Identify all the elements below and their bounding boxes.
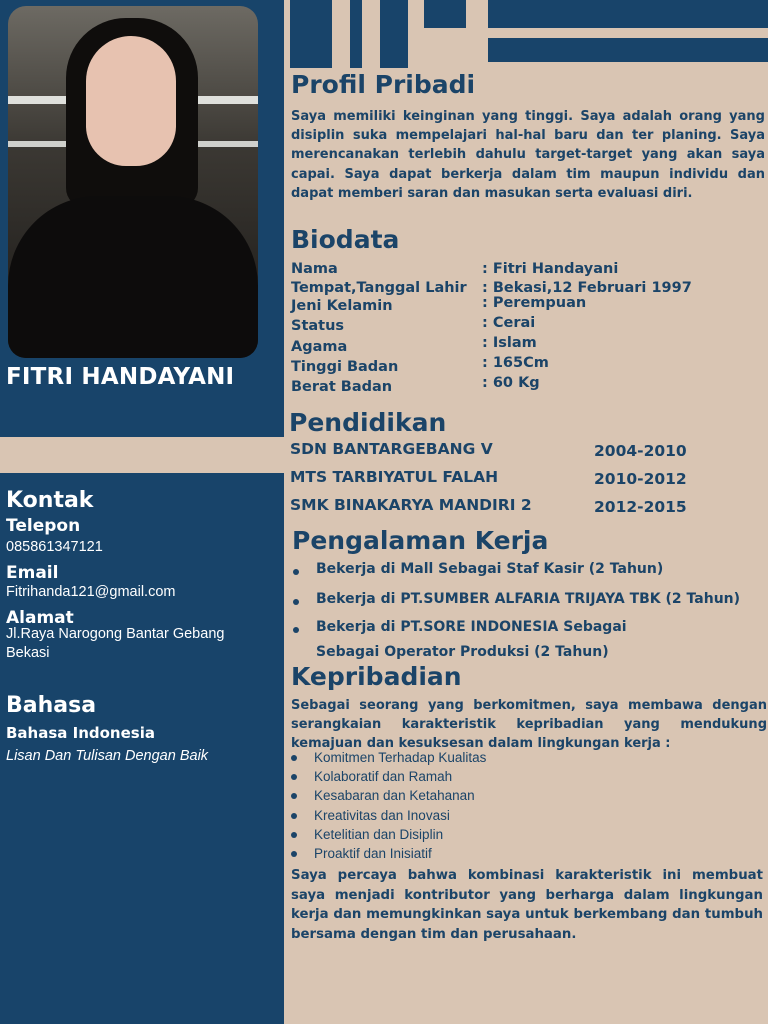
bullet-dot (291, 793, 297, 799)
bio-value-agama: : Islam (482, 335, 537, 351)
kontak-heading: Kontak (6, 488, 94, 513)
alamat-line-2: Bekasi (6, 645, 50, 661)
decor-bar-1 (290, 0, 332, 68)
bio-value-tinggi: : 165Cm (482, 355, 549, 371)
person-name: FITRI HANDAYANI (6, 364, 235, 390)
sidebar-divider-band (0, 437, 284, 473)
edu-years-3: 2012-2015 (594, 498, 687, 516)
pendidikan-heading: Pendidikan (289, 408, 447, 437)
decor-bar-5 (488, 0, 768, 28)
kepribadian-closing: Saya percaya bahwa kombinasi karakteristik ini membuat saya menjadi kontributor yang berharga dalam lingkungan kerja dan memungkinkan saya untuk berkembang dan tumbuh bersama dengan tim dan perusahaan. (291, 868, 763, 942)
trait-4: Kreativitas dan Inovasi (314, 808, 450, 823)
trait-2: Kolaboratif dan Ramah (314, 769, 453, 784)
trait-1: Komitmen Terhadap Kualitas (314, 750, 487, 765)
kepribadian-intro: Sebagai seorang yang berkomitmen, saya membawa dengan serangkaian karakteristik kepribadian yang mendukung kemajuan dan kesuksesan dalam lingkungan kerja : (291, 698, 767, 752)
exp-item-3: Bekerja di PT.SORE INDONESIA Sebagai (316, 619, 627, 635)
edu-years-2: 2010-2012 (594, 470, 687, 488)
edu-school-1: SDN BANTARGEBANG V (290, 440, 493, 458)
bullet-dot (291, 755, 297, 761)
edu-school-2: MTS TARBIYATUL FALAH (290, 468, 499, 486)
decor-bar-4 (424, 0, 466, 28)
profile-photo (8, 6, 258, 358)
exp-item-3-cont: Sebagai Operator Produksi (2 Tahun) (316, 644, 609, 660)
bio-label-tinggi: Tinggi Badan (291, 359, 399, 375)
bio-label-status: Status (291, 318, 345, 334)
bullet-dot (293, 599, 299, 605)
email-label: Email (6, 563, 59, 583)
bullet-dot (293, 569, 299, 575)
bahasa-level: Lisan Dan Tulisan Dengan Baik (6, 748, 209, 764)
decor-bar-3 (380, 0, 408, 68)
bio-value-status: : Cerai (482, 315, 536, 331)
telepon-value[interactable]: 085861347121 (6, 539, 103, 555)
bullet-dot (293, 627, 299, 633)
pengalaman-heading: Pengalaman Kerja (292, 526, 549, 555)
profil-heading: Profil Pribadi (291, 70, 476, 99)
bahasa-heading: Bahasa (6, 693, 97, 718)
decor-bar-2 (350, 0, 362, 68)
alamat-label: Alamat (6, 608, 74, 628)
exp-item-1: Bekerja di Mall Sebagai Staf Kasir (2 Tahun) (316, 561, 664, 577)
bio-label-kelamin: Jeni Kelamin (291, 298, 393, 314)
bio-label-agama: Agama (291, 339, 348, 355)
bio-value-berat: : 60 Kg (482, 375, 540, 391)
exp-item-2: Bekerja di PT.SUMBER ALFARIA TRIJAYA TBK (2 Tahun) (316, 591, 741, 607)
bullet-dot (291, 832, 297, 838)
alamat-line-1: Jl.Raya Narogong Bantar Gebang (6, 626, 225, 642)
edu-years-1: 2004-2010 (594, 442, 687, 460)
bio-value-nama: : Fitri Handayani (482, 261, 619, 277)
decor-bar-6 (488, 38, 768, 62)
profil-text: Saya memiliki keinginan yang tinggi. Saya adalah orang yang disiplin suka mempelajari hal-hal baru dan ter planing. Saya merencanakan terlebih dahulu target-target yang akan saya capai. Saya dapat berkerja dalam tim maupun individu dan dapat memberi saran dan masukan serta evaluasi diri. (291, 109, 765, 201)
bullet-dot (291, 774, 297, 780)
edu-school-3: SMK BINAKARYA MANDIRI 2 (290, 496, 532, 514)
trait-3: Kesabaran dan Ketahanan (314, 788, 475, 803)
bio-label-nama: Nama (291, 261, 338, 277)
bahasa-language: Bahasa Indonesia (6, 724, 155, 742)
bio-value-kelamin: : Perempuan (482, 295, 587, 311)
trait-6: Proaktif dan Inisiatif (314, 846, 432, 861)
bio-label-berat: Berat Badan (291, 379, 393, 395)
telepon-label: Telepon (6, 516, 81, 536)
bullet-dot (291, 813, 297, 819)
bio-label-ttl: Tempat,Tanggal Lahir (291, 280, 467, 296)
kepribadian-heading: Kepribadian (291, 662, 462, 691)
trait-5: Ketelitian dan Disiplin (314, 827, 444, 842)
bio-value-ttl: : Bekasi,12 Februari 1997 (482, 280, 692, 296)
email-value[interactable]: Fitrihanda121@gmail.com (6, 584, 176, 600)
bullet-dot (291, 851, 297, 857)
biodata-heading: Biodata (291, 225, 400, 254)
